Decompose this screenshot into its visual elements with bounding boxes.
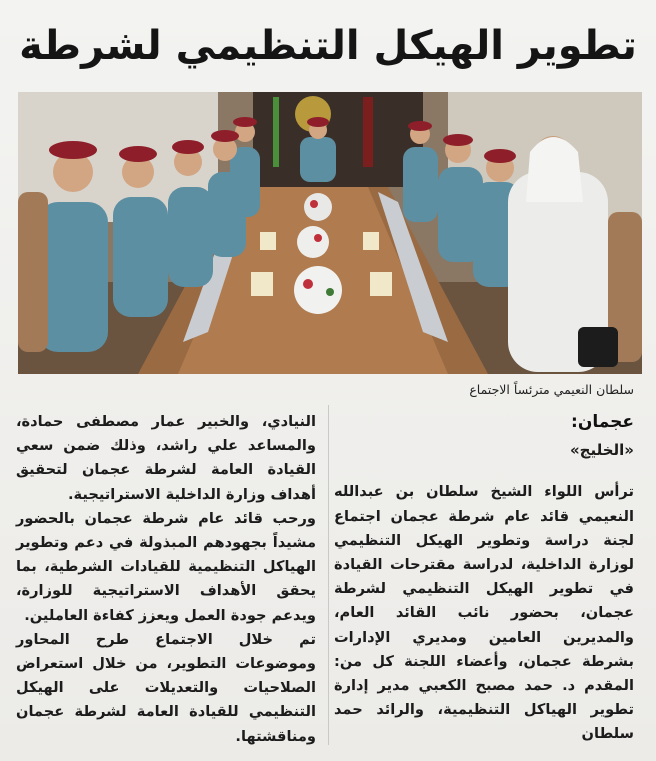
photo-caption: سلطان النعيمي مترئساً الاجتماع [469,382,634,397]
meeting-photo-illustration [18,92,642,374]
article-paragraph-4: تم خلال الاجتماع طرح المحاور وموضوعات التطوير، من خلال استعراض الصلاحيات والتعديلات على الهيكل التنظيمي للقيادة العامة لشرطة عجمان ومناقشتها. [16,630,316,745]
headline: تطوير الهيكل التنظيمي لشرطة [19,23,637,69]
meeting-photo [18,92,642,374]
article-paragraph-1: ترأس اللواء الشيخ سلطان بن عبدالله النعيمي قائد عام شرطة عجمان اجتماع لجنة دراسة وتطوير الهيكل التنظيمي لوزارة الداخلية، لدراسة مقترحات القيادة في تطوير الهيكل التنظيمي لشرطة عجمان، بحضور نائب القائد العام، والمديرين العامين ومديري الإدارات بشرطة عجمان، وأعضاء اللجنة كل من: المقدم د. حمد مصبح الكعبي مدير إدارة تطوير الهياكل التنظيمية، والرائد حمد سلطان [334,483,634,743]
source-credit: «الخليج» [569,441,634,460]
article-paragraph-3: ورحب قائد عام شرطة عجمان بالحضور مشيداً بجهودهم المبذولة في دعم وتطوير الهياكل التنظيمية للقيادات الشرطية، بما يحقق الأهداف الاستراتيجية للوزارة، ويدعم جودة العمل ويعزز كفاءة العاملين. [16,509,316,624]
column-divider [328,405,329,745]
article-column-left [16,410,316,749]
dateline: عجمان: [571,412,634,432]
article-column-right [334,410,634,747]
article-paragraph-2: النيادي، والخبير عمار مصطفى حمادة، والمساعد علي راشد، وذلك ضمن سعي القيادة العامة لشرطة عجمان لتحقيق أهداف وزارة الداخلية الاستراتيجية. [16,413,316,503]
